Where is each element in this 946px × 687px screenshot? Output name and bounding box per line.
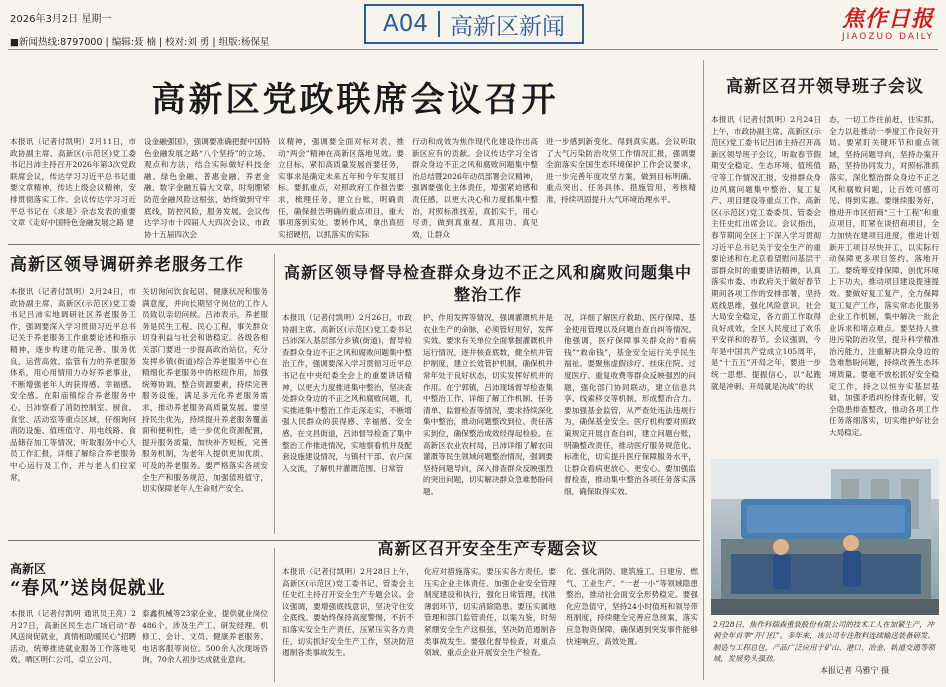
header-rule [8,49,938,50]
main-article-col-2: 设金融强国》，强调要准确把握中国特色金融发展之路“八个坚持”的立场、观点和方法，结合实际做好科技金融、绿色金融、普惠金融、养老金融、数字金融五篇大文章，时刻绷紧防范金融风险这根弦，始终做到守牢底线，防控风险，服务发展。会议传达学习市十四届人大四次会议、市政协十五届四次会 [144,137,270,239]
section-rule [8,244,700,245]
right-column-divider [703,60,704,680]
logo-chinese: 焦作日报 [841,6,934,32]
main-headline: 高新区党政联席会议召开 [151,80,559,120]
left-article-col-2: 关切询问饮食起居、健康状况和服务满意度，并向长期坚守岗位的工作人员致以亲切问候。吕沛表示，养老服务是民生工程、民心工程，事关群众切身利益与社会和谐稳定。各级各相关部门要进一步提高政治站位，充分发挥乡镇(街道)综合养老服务中心在精细化养老服务中的枢纽作用，加强统筹协调，整合资源要素，持续完善服务设施，满足多元化养老服务需求，推动养老服务高质量发展。要坚持民生优先，持续提升养老服务覆盖面和便利性，进一步优化资源配置，提升服务质量，加快补齐短板，完善服务机制，为老年人提供更加优质、可及的养老服务。要严格落实各项安全生产和服务规范，加强值班值守，切实保障老年人生命财产安全。 [142,287,268,494]
issue-date: 2026年3月2日 星期一 [10,14,112,25]
center-article-col-3: 况，详细了解医疗救助、医疗保障、基金使用管理以及问题自查自纠等情况。他强调，医疗保障事关群众的“看病钱”“救命钱”，基金安全运行关乎民生福祉。要聚焦虚假诊疗、挂床住院、过度医疗、重复收费等群众反映强烈的问题，强化部门协同联动，建立信息共享、线索移交等机制，形成整治合力。要加强基金监管，从严查处违法违规行为，确保基金安全。医疗机构要对照政策规定开展自查自纠，建立问题台账，明确整改责任，推动医疗服务规范化、标准化，切实提升医疗保障服务水平，让群众看病更放心、更安心。要加强监督检查，推动集中整治各项任务落实落细，确保取得实效。 [564,313,696,496]
banner-divider [438,11,440,37]
news-photo [711,459,939,615]
center-article-title: 高新区领导督导检查群众身边不正之风和腐败问题集中整治工作 [283,263,692,304]
safety-article-col-1: 本报讯（记者付凯明）2月28日上午，高新区(示范区)党工委书记、管委会主任史红主持召开安全生产专题会议。会议强调，要增强底线意识，坚决守住安全底线。要始终保持高度警惕，不折不扣落实安全生产责任，压紧压实各方责任，切实抓好安全生产工作，坚决防范遏制各类事故发生。 [282,567,414,658]
right-article-col-2: 态，一切工作往前赶、往实抓，全力以赴推动一季度工作良好开局。要紧盯关键环节和重点领域，坚持问题导向，坚持办案开路，坚持协同发力，对照标准抓落实，深化整治群众身边不正之风和腐败问题，让百姓可感可见、得到实惠。要继续服务好，推进开市区招商“三十工程”和重点项目，盯紧在谈招商项目，全力加快在建项目进度，推进计划新开工项目尽快开工，以实际行动保障更多项目签约、落地开工。要统筹安排保障、创优环境上下功夫，推动项目建设提速提效。要做好复工复产，全力保障复工复产工作，落实常态化服务企业工作机制，集中解决一批企业诉求和堵点难点。要坚持人推进污染防治攻坚，提升科学精准治污能力，注重解决群众身边的急难愁盼问题，持续改善生态环境质量。要毫不放松抓好安全稳定工作，持之以恒夯实基层基础，加强矛盾纠纷排查化解，安全隐患排查整改，推动各项工作任务落细落实，切实维护好社会大局稳定。 [829,115,939,438]
safety-article-col-2: 化应对措施落实。要压实各方责任。要压实企业主体责任、加强企业安全管理制度建设和执行，强化日常管理，找准薄弱环节，切实消除隐患。要压实属地管理和部门监管责任，以案为鉴，时刻紧绷安全生产这根弦，坚决防范遏制各类事故发生。要强化督导检查，对重点领域、重点企业开展安全生产检查。 [424,567,556,658]
photo-caption: 2月28日，焦作科瑞森重装股份有限公司的技术工人在加紧生产，冲刺全年首季“开门红”。多年来，该公司专注散料连续输送装备研发、制造与工程总包，产品广泛应用于矿山、港口、冶金、轨道交通等领域，发展势头强劲。 [713,620,935,664]
page-banner [364,4,584,44]
page-number: A04 [382,11,428,37]
section-name: 高新区新闻 [450,13,565,40]
editorial-meta: ■新闻热线:8797000 | 编辑:聂 楠 | 校对:刘 勇 | 组版:杨保星 [10,37,270,48]
left-article-col-1: 本报讯（记者付凯明）2月24日，市政协副主席、高新区(示范区)党工委书记吕沛实地调研社区养老服务工作，强调要深入学习贯彻习近平总书记关于养老服务工作重要论述和指示精神，逐步构建功能完善、服务优良、运营高效、监管有力的养老服务体系，用心用情用力办好养老事业，不断增强老年人的获得感、幸福感、安全感。在阳庙镇综合养老服务中心，吕沛察看了消防控制室、厨食、食堂、活动室等重点区域，仔细询问消防设施、值班值守、用电线路、食品储存加工等情况，听取服务中心人员工作汇报，详细了解综合养老服务中心运行及工作，并与老人们拉家常， [10,287,136,482]
newspaper-logo [838,6,938,42]
left-article-divider [274,254,275,534]
photo-credit: 本报记者 马雅宁 摄 [820,666,890,675]
left-article-title: 高新区领导调研养老服务工作 [10,255,244,275]
employment-title: “春风”送岗促就业 [10,578,166,599]
right-article-title: 高新区召开领导班子会议 [726,77,924,97]
center-article-col-1: 本报讯（记者付凯明）2月26日，市政协副主席、高新区(示范区)党工委书记吕沛深入基层部分乡镇(街道)，督导检查群众身边不正之风和腐败问题集中整治工作，强调要深入学习贯彻习近平总书记在中央纪委全会上的重要讲话精神，以更大力度推进集中整治，坚决查处群众身边的不正之风和腐败问题，扎实推进集中整治工作走深走实，不断增强人民群众的获得感、幸福感、安全感。在文昌街道，吕沛督导检查了集中整治工作推进情况，实地察看机井及配套设施建设情况，与镇村干部、农户深入交流，了解机井灌溉范围、日常管 [282,313,412,473]
right-article-col-1: 本报讯（记者付凯明）2月24日上午，市政协副主席、高新区(示范区)党工委书记吕沛主持召开高新区领导班子会议，听取春节假期安全稳定、生态环境、值班值守等工作情况汇报，安排群众身边风腐问题集中整治、复工复产、项目建设等重点工作。高新区(示范区)党工委委员、管委会主任史红出席会议。会议指出，春节期间全区上下深入学习贯彻习近平总书记关于安全生产的重要论述和在北京看望慰问基层干部群众时的重要讲话精神，认真落实市委、市政府关于做好春节期间各项工作的安排部署，坚持底线思维，强化风险意识，社会大局安全稳定，各方面工作取得良好成效，全区人民度过了欢乐平安祥和的春节。会议强调，今年是中国共产党成立105周年，是“十五五”开局之年，要进一步统一思想、提振信心，以“起跑就是冲刺、开局就是决战”的状 [711,115,821,391]
main-article-col-1: 本报讯（记者付凯明）2月11日，市政协副主席、高新区(示范区)党工委书记吕沛主持召开2026年第3次党政联席会议，传达学习习近平总书记重要文章精神，传达上级会议精神，安排贯彻落实工作。会议传达学习习近平总书记在《求是》杂志发表的重要文章《走好中国特色金融发展之路 建 [10,137,136,228]
employment-col-1: 本报讯（记者付凯明 通讯员王亮）2月27日，高新区民生志广场启动“春风送岗促就业，真情相助暖民心”招聘活动，统筹推进就业服务工作落地见效。晒区明仁公司、卓立公司、 [10,609,136,665]
employment-kicker: 高新区 [10,562,47,576]
employment-divider [274,548,275,682]
center-article-col-2: 护、作用发挥等情况，强调灌溉机井是农业生产的命脉，必须管好用好，发挥实效。要求有关单位全面掌握灌溉机井运行情况，逐井核查底数，健全机井管护制度，建立长效管护机制，确保机井常年处于良好状态，切实发挥好机井的作用。在宁郭镇，吕沛现场督导检查集中整治工作，详细了解工作机制、任务清单、监督检查等情况，要求持续深化集中整治，推动问题整改到位、责任落实到位，确保整治成效经得起检验。在高新区农业农村局，吕沛详细了解农田灌溉等民生领域问题整治情况，强调要坚持问题导向，深入排查群众反映强烈的突出问题，切实解决群众急难愁盼问题。 [423,313,553,496]
main-article-col-5: 进一步感到新变化、得到真实惠。会议听取了大气污染防治攻坚工作情况汇报，强调要全面落实全国生态环境保护工作会议要求，进一步完善年度攻坚方案，做到目标明确、重点突出、任务具体、措施管用，考核精准，持续巩固提升大气环境治理水平。 [546,137,696,204]
safety-article-col-3: 化、强化消防、建筑施工、日建房、燃气、工业生产、“一老一小”等领域隐患整治，推动社会面安全形势稳定。要强化应急值守，坚持24小时值班和领导带班制度，持续健全完善应急预案，落实应急物资保障，确保遇到突发事件能够快速响应、高效处置。 [566,567,698,646]
safety-article-title: 高新区召开安全生产专题会议 [377,539,599,558]
main-article-col-3: 议精神，强调要全面对标对表，推动“两会”精神在高新区落地见效。要立目标，紧扣高质量发展首要任务，实事求是确定未来五年和今年发展目标。要抓重点，对照政府工作报告要求，梳理任务，建立台账，明确责任，确保报告明确的重点项目、重大事项落到实处。要转作风，拿出真招实招硬招，以抓落实的实际 [278,137,404,239]
main-article-col-4: 行动和成效为焦作现代化建设作出高新区应有的贡献。会议传达学习全省群众身边不正之风和腐败问题集中整治总结暨2026年动员部署会议精神，强调要强化主体责任，增强紧迫感和责任感，以更大决心和力度抓集中整治，对照标准找差，真抓实干，用心尽责，做到真重视、真用功、真见效，让群众 [412,137,538,239]
employment-col-2: 泰鑫机械等23家企业，提供就业岗位486个，涉及生产工、研发经理、机修工、会计、文员、健康养老服务、电话客服等岗位。500余人次现场咨询，70余人初步达成就业意向。 [142,609,268,665]
logo-english: JIAOZUO DAILY [842,32,934,42]
factory-workers-photo [711,459,939,615]
